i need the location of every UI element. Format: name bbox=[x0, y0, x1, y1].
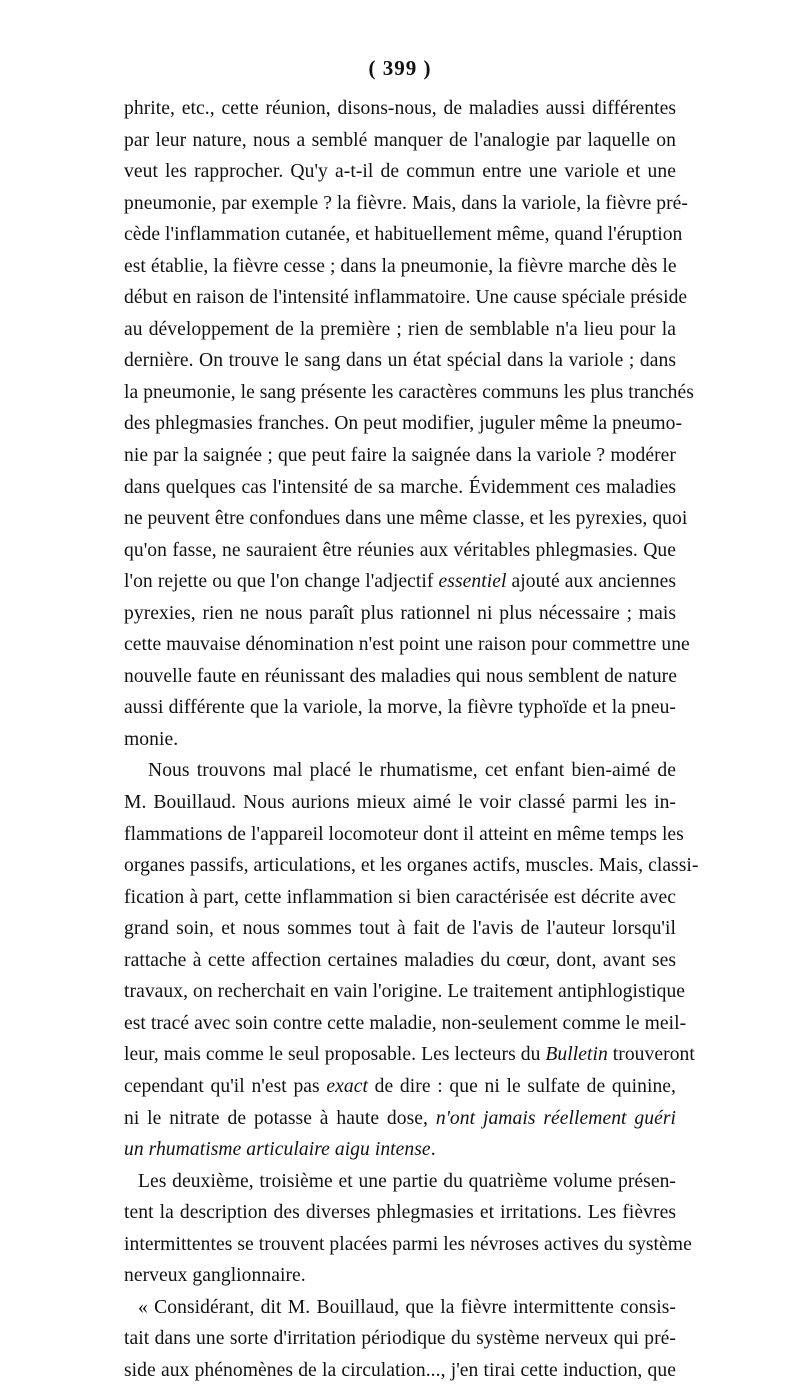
text-line: tent la description des diverses phlegmasies et irritations. Les fièvres bbox=[124, 1202, 676, 1224]
text-line: monie. bbox=[124, 728, 179, 750]
text-line: dans quelques cas l'intensité de sa marche. Évidemment ces maladies bbox=[124, 476, 676, 498]
text-line: aussi différente que la variole, la morve, la fièvre typhoïde et la pneu- bbox=[124, 697, 676, 719]
text-line: travaux, on recherchait en vain l'origine. Le traitement antiphlogistique bbox=[124, 981, 686, 1003]
text-line: début en raison de l'intensité inflammatoire. Une cause spéciale préside bbox=[124, 287, 688, 309]
text-line: organes passifs, articulations, et les organes actifs, muscles. Mais, classi- bbox=[124, 855, 699, 877]
text-line-with-italic bbox=[124, 1103, 676, 1135]
text-line: par leur nature, nous a semblé manquer de l'analogie par laquelle on bbox=[124, 129, 676, 151]
text-segment: trouveront bbox=[607, 1044, 695, 1066]
text-line: Les deuxième, troisième et une partie du quatrième volume présen- bbox=[138, 1170, 676, 1192]
text-line: cède l'inflammation cutanée, et habituellement même, quand l'éruption bbox=[124, 224, 683, 246]
text-line: intermittentes se trouvent placées parmi les névroses actives du système bbox=[124, 1233, 692, 1255]
text-segment: de dire : que ni le sulfate de quinine, bbox=[368, 1075, 676, 1097]
text-line: dernière. On trouve le sang dans un état spécial dans la variole ; dans bbox=[124, 350, 676, 372]
text-segment: leur, mais comme le seul proposable. Les lecteurs du bbox=[124, 1044, 541, 1066]
text-line: cette mauvaise dénomination n'est point une raison pour commettre une bbox=[124, 634, 690, 656]
italic-phrase-nont-jamais: n'ont jamais réellement guéri bbox=[435, 1107, 676, 1129]
text-line: veut les rapprocher. Qu'y a-t-il de commun entre une variole et une bbox=[124, 161, 676, 183]
text-line: flammations de l'appareil locomoteur dont il atteint en même temps les bbox=[124, 823, 684, 845]
italic-term-bulletin: Bulletin bbox=[545, 1044, 608, 1066]
text-line-with-italic bbox=[124, 566, 676, 598]
text-line: des phlegmasies franches. On peut modifier, juguler même la pneumo- bbox=[124, 413, 683, 435]
text-line: Nous trouvons mal placé le rhumatisme, cet enfant bien-aimé de bbox=[148, 760, 676, 782]
text-line: phrite, etc., cette réunion, disons-nous, de maladies aussi différentes bbox=[124, 98, 676, 119]
text-line: la pneumonie, le sang présente les caractères communs les plus tranchés bbox=[124, 381, 694, 403]
text-line: pneumonie, par exemple ? la fièvre. Mais, dans la variole, la fièvre pré- bbox=[124, 192, 689, 214]
body-text bbox=[124, 93, 699, 1386]
text-line: au développement de la première ; rien de semblable n'a lieu pour la bbox=[124, 318, 676, 340]
text-line: M. Bouillaud. Nous aurions mieux aimé le voir classé parmi les in- bbox=[124, 792, 676, 814]
text-line: pyrexies, rien ne nous paraît plus rationnel ni plus nécessaire ; mais bbox=[124, 602, 676, 624]
text-line: nie par la saignée ; que peut faire la saignée dans la variole ? modérer bbox=[124, 445, 676, 467]
text-line-with-italic bbox=[124, 1039, 695, 1071]
italic-term-essentiel: essentiel bbox=[438, 571, 507, 593]
text-line: qu'on fasse, ne sauraient être réunies aux véritables phlegmasies. Que bbox=[124, 539, 676, 561]
text-line: est tracé avec soin contre cette maladie, non-seulement comme le meil- bbox=[124, 1012, 687, 1034]
text-line-with-italic bbox=[124, 1071, 676, 1103]
text-segment: cependant qu'il n'est pas bbox=[124, 1075, 320, 1097]
page-number: ( 399 ) bbox=[368, 56, 432, 80]
text-line: est établie, la fièvre cesse ; dans la pneumonie, la fièvre marche dès le bbox=[124, 255, 677, 277]
text-segment: ajouté aux anciennes bbox=[506, 571, 677, 593]
text-segment: l'on rejette ou que l'on change l'adjectif bbox=[124, 571, 434, 593]
italic-term-exact: exact bbox=[326, 1075, 368, 1097]
text-line: « Considérant, dit M. Bouillaud, que la fièvre intermittente consis- bbox=[138, 1296, 676, 1318]
text-line: grand soin, et nous sommes tout à fait de l'avis de l'auteur lorsqu'il bbox=[124, 918, 676, 940]
text-line: tait dans une sorte d'irritation périodique du système nerveux qui pré- bbox=[124, 1328, 676, 1350]
text-segment: ni le nitrate de potasse à haute dose, bbox=[124, 1107, 428, 1129]
text-line: rattache à cette affection certaines maladies du cœur, dont, avant ses bbox=[124, 949, 676, 971]
italic-phrase-rhumatisme: un rhumatisme articulaire aigu intense bbox=[124, 1139, 431, 1161]
text-line: side aux phénomènes de la circulation..., j'en tirai cette induction, que bbox=[124, 1359, 676, 1381]
text-line: nouvelle faute en réunissant des maladies qui nous semblent de nature bbox=[124, 665, 678, 687]
text-line: nerveux ganglionnaire. bbox=[124, 1265, 306, 1287]
text-segment: . bbox=[430, 1139, 436, 1161]
text-line: ne peuvent être confondues dans une même classe, et les pyrexies, quoi bbox=[124, 508, 688, 530]
text-line-with-italic bbox=[124, 1134, 676, 1166]
text-line: fication à part, cette inflammation si bien caractérisée est décrite avec bbox=[124, 886, 676, 908]
